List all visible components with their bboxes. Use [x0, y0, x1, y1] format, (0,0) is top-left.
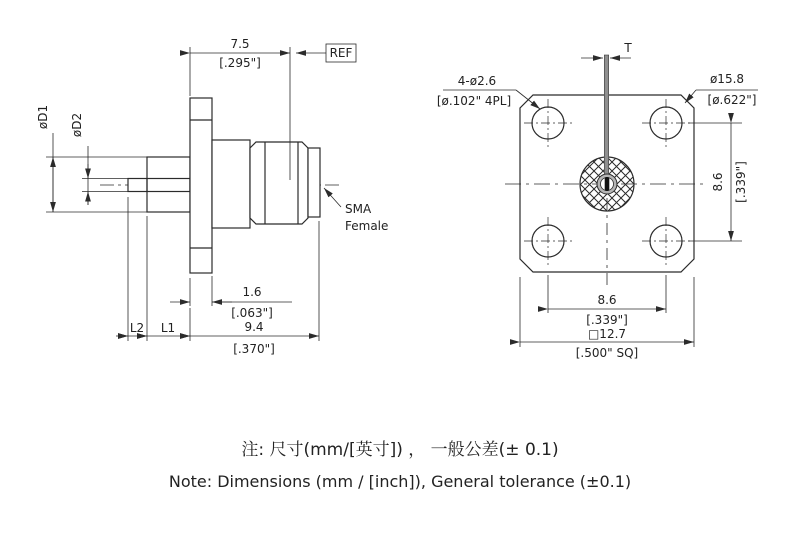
dim-9-4-mm: 9.4 — [244, 320, 264, 334]
l1-label: L1 — [160, 321, 176, 335]
connector-body — [212, 140, 250, 228]
corner-dia-line2: [ø.622"] — [707, 93, 757, 107]
dim-9-4-inch: [.370"] — [233, 342, 275, 356]
note-english: Note: Dimensions (mm / [inch]), General tolerance (±0.1) — [168, 472, 632, 491]
dim-d2 — [82, 146, 128, 205]
dim-square-inch: [.500" SQ] — [575, 346, 639, 360]
hex-nut — [250, 142, 308, 224]
sma-label-line1: SMA — [345, 202, 372, 216]
dim-1-6-mm: 1.6 — [242, 285, 262, 299]
sma-female-leader — [324, 188, 341, 207]
dim-8-6-v-inch: [.339"] — [734, 161, 748, 203]
dim-7-5-mm: 7.5 — [230, 37, 250, 51]
l2-label: L2 — [129, 321, 145, 335]
dim-1-6-inch: [.063"] — [231, 306, 273, 320]
corner-dia-line1: ø15.8 — [709, 72, 745, 86]
dim-7-5-inch: [.295"] — [219, 56, 261, 70]
dim-8-6-v-mm: 8.6 — [711, 172, 725, 192]
notes — [169, 440, 631, 491]
dim-8-6-h-mm: 8.6 — [597, 293, 617, 307]
dia-d1-label: øD1 — [36, 104, 50, 130]
dim-d1 — [46, 133, 147, 212]
flange-plate — [190, 98, 212, 273]
front-barrel — [308, 148, 320, 217]
note-chinese: 注: 尺寸(mm/[英寸]) ， 一般公差(± 0.1) — [241, 440, 559, 460]
rear-barrel — [147, 157, 190, 212]
sma-label-line2: Female — [345, 219, 389, 233]
socket-slot — [605, 177, 610, 191]
dim-8-6-h-inch: [.339"] — [586, 313, 628, 327]
tab-dim-label: T — [624, 41, 632, 55]
dia-d2-label: øD2 — [70, 112, 84, 138]
holes-callout-line2: [ø.102" 4PL] — [436, 94, 512, 108]
ref-label: REF — [329, 46, 353, 60]
holes-callout-line1: 4-ø2.6 — [457, 74, 497, 88]
dim-1-6 — [170, 276, 292, 306]
side-view — [46, 44, 356, 341]
solder-tab — [604, 55, 608, 176]
dim-square-mm: □12.7 — [587, 327, 627, 341]
